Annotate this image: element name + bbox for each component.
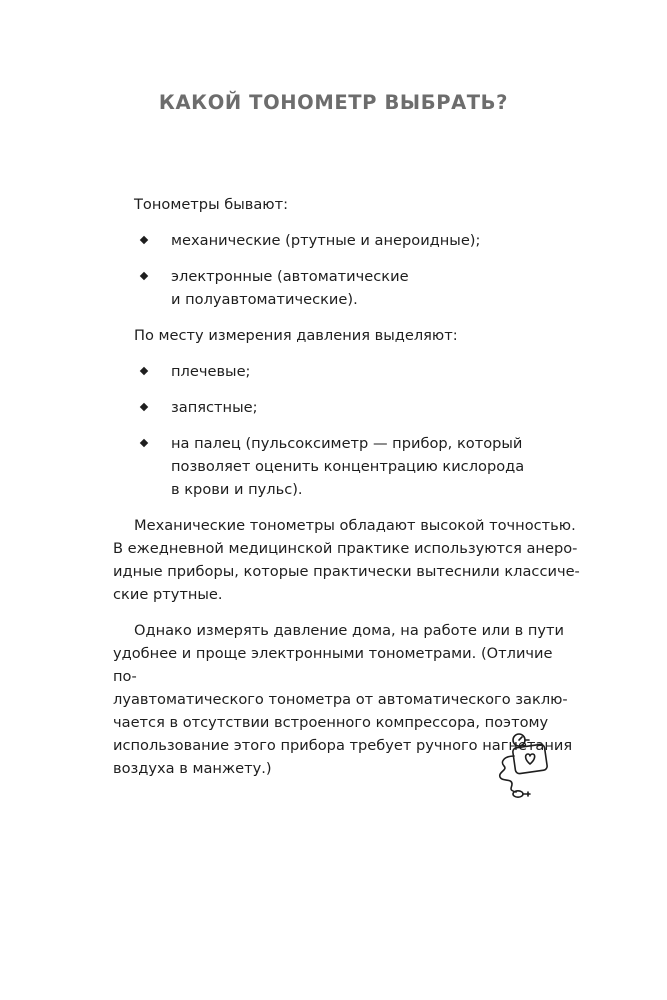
paragraph-line: воздуха в манжету.) [113, 760, 272, 777]
list-item [113, 396, 580, 419]
paragraph-line: удобнее и проще электронными тонометрами. (Отличие по- [113, 645, 553, 685]
list-item-line: механические (ртутные и анероидные); [171, 232, 481, 249]
paragraph-line: Механические тонометры обладают высокой точностью. [134, 517, 576, 534]
tonometer-icon [492, 732, 560, 802]
list-item [113, 432, 580, 501]
list-item-line: и полуавтоматические). [171, 291, 358, 308]
list-item [113, 360, 580, 383]
list-item-line: в крови и пульс). [171, 481, 303, 498]
list-item-line: плечевые; [171, 363, 251, 380]
list-item [113, 229, 580, 252]
paragraph [113, 514, 580, 606]
bullet-diamond-icon [140, 439, 148, 447]
paragraph-line: Однако измерять давление дома, на работе или в пути [134, 622, 565, 639]
list-item-line: электронные (автоматические [171, 268, 409, 285]
list-item-line: позволяет оценить концентрацию кислорода [171, 458, 525, 475]
bullet-diamond-icon [140, 272, 148, 280]
bullet-diamond-icon [140, 403, 148, 411]
list-item-line: на палец (пульсоксиметр — прибор, который [171, 435, 523, 452]
paragraph-line: использование этого прибора требует ручного нагнетания [113, 737, 573, 754]
paragraph-line: луавтоматического тонометра от автоматического заклю- [113, 691, 568, 708]
page-content [113, 193, 580, 780]
intro-places: По месту измерения давления выделяют: [134, 327, 458, 344]
bullet-diamond-icon [140, 367, 148, 375]
paragraph-line: идные приборы, которые практически вытеснили классиче- [113, 563, 580, 580]
list-item-line: запястные; [171, 399, 258, 416]
page-title: КАКОЙ ТОНОМЕТР ВЫБРАТЬ? [158, 91, 509, 114]
paragraph-line: ские ртутные. [113, 586, 223, 603]
paragraph-line: чается в отсутствии встроенного компрессора, поэтому [113, 714, 549, 731]
list-item [113, 265, 580, 311]
bullet-diamond-icon [140, 236, 148, 244]
paragraph-line: В ежедневной медицинской практике используются анеро- [113, 540, 578, 557]
intro-types: Тонометры бывают: [134, 196, 288, 213]
